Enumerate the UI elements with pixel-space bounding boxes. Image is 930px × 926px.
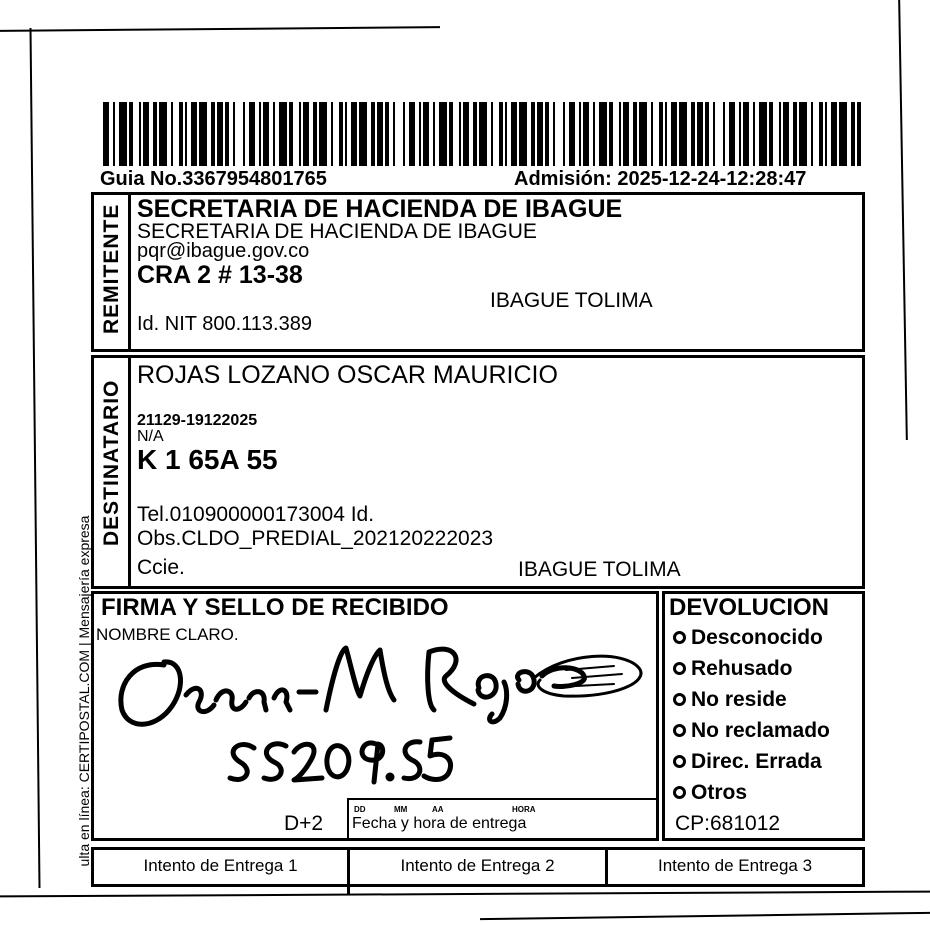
barcode-bar <box>279 102 287 166</box>
devolucion-options <box>673 622 830 808</box>
barcode-bar <box>479 102 487 166</box>
remitente-city: IBAGUE TOLIMA <box>490 289 653 312</box>
remitente-id: Id. NIT 800.113.389 <box>137 313 312 335</box>
barcode-bar <box>351 102 357 166</box>
barcode-bar <box>259 102 261 166</box>
barcode-bar <box>463 102 469 166</box>
radio-circle-icon <box>673 755 686 768</box>
barcode-bar <box>659 102 663 166</box>
barcode-bar <box>423 102 429 166</box>
barcode-bar <box>579 102 581 166</box>
fecha-label: Fecha y hora de entrega <box>352 815 527 832</box>
devolucion-cp: CP:681012 <box>675 812 781 835</box>
devolucion-option-desconocido[interactable]: Desconocido <box>673 622 830 653</box>
barcode-bar <box>599 102 607 166</box>
barcode-bar <box>831 102 837 166</box>
barcode-bar <box>531 102 535 166</box>
devolucion-option-rehusado[interactable]: Rehusado <box>673 653 830 684</box>
intento-3: Intento de Entrega 3 <box>657 856 813 875</box>
barcode-bar <box>753 102 755 166</box>
barcode-bar <box>289 102 293 166</box>
fecha-dd: DD <box>354 805 366 814</box>
barcode-bar <box>113 102 115 166</box>
scan-edge-top <box>0 26 440 32</box>
barcode-bar <box>639 102 647 166</box>
barcode-bar <box>403 102 405 166</box>
scan-edge-left <box>29 28 40 888</box>
barcode-bar <box>851 102 855 166</box>
nombre-claro-label: NOMBRE CLARO. <box>96 625 239 644</box>
remitente-divider <box>128 192 131 352</box>
barcode-bar <box>345 102 347 166</box>
barcode-bar <box>691 102 695 166</box>
barcode-bar <box>171 102 173 166</box>
devolucion-option-otros[interactable]: Otros <box>673 777 830 808</box>
remitente-email: pqr@ibague.gov.co <box>137 240 310 262</box>
barcode-bar <box>217 102 223 166</box>
barcode-bar <box>651 102 653 166</box>
intento-2: Intento de Entrega 2 <box>400 856 555 875</box>
barcode-bar <box>299 102 301 166</box>
barcode-bar <box>199 102 207 166</box>
barcode-bar <box>129 102 133 166</box>
barcode-bar <box>491 102 493 166</box>
barcode-bar <box>537 102 543 166</box>
barcode-bar <box>679 102 687 166</box>
barcode <box>103 102 863 168</box>
barcode-bar <box>505 102 507 166</box>
barcode-bar <box>623 102 629 166</box>
devolucion-option-no-reside[interactable]: No reside <box>673 684 830 715</box>
destinatario-divider <box>128 355 131 589</box>
barcode-bar <box>769 102 773 166</box>
barcode-bar <box>793 102 797 166</box>
barcode-bar <box>459 102 461 166</box>
barcode-bar <box>511 102 517 166</box>
barcode-bar <box>825 102 827 166</box>
barcode-bar <box>191 102 197 166</box>
barcode-bar <box>609 102 613 166</box>
barcode-bar <box>377 102 383 166</box>
barcode-bar <box>185 102 187 166</box>
fecha-hora: HORA <box>512 805 536 814</box>
barcode-bar <box>225 102 229 166</box>
barcode-bar <box>723 102 725 166</box>
destinatario-name: ROJAS LOZANO OSCAR MAURICIO <box>137 361 558 389</box>
radio-circle-icon <box>673 662 686 675</box>
radio-circle-icon <box>673 693 686 706</box>
barcode-bar <box>331 102 333 166</box>
scan-edge-bottom <box>0 891 930 898</box>
barcode-bar <box>545 102 549 166</box>
barcode-bar <box>713 102 715 166</box>
barcode-bar <box>779 102 781 166</box>
barcode-bar <box>433 102 435 166</box>
intento-1: Intento de Entrega 1 <box>143 856 298 875</box>
destinatario-ccie: Ccie. <box>137 556 185 579</box>
firma-title: FIRMA Y SELLO DE RECIBIDO <box>101 594 449 621</box>
barcode-bar <box>243 102 245 166</box>
barcode-bar <box>811 102 813 166</box>
signature-image <box>94 620 654 790</box>
barcode-bar <box>759 102 767 166</box>
barcode-bar <box>153 102 157 166</box>
barcode-bar <box>519 102 527 166</box>
barcode-bar <box>313 102 317 166</box>
fecha-aa: AA <box>432 805 444 814</box>
barcode-bar <box>263 102 269 166</box>
remitente-label: REMITENTE <box>100 203 123 334</box>
barcode-bar <box>393 102 395 166</box>
guia-number: Guia No.3367954801765 <box>100 168 327 190</box>
barcode-bar <box>233 102 235 166</box>
scan-edge-right <box>898 0 908 440</box>
barcode-bar <box>385 102 389 166</box>
barcode-bar <box>783 102 789 166</box>
barcode-bar <box>665 102 667 166</box>
barcode-bar <box>449 102 453 166</box>
barcode-bar <box>473 102 477 166</box>
barcode-bar <box>409 102 415 166</box>
devolucion-title: DEVOLUCION <box>669 594 830 621</box>
scan-edge-bottom-right <box>480 912 930 920</box>
barcode-bar <box>139 102 141 166</box>
barcode-bar <box>179 102 183 166</box>
barcode-bar <box>583 102 589 166</box>
barcode-bar <box>103 102 109 166</box>
barcode-bar <box>729 102 735 166</box>
barcode-bar <box>371 102 375 166</box>
destinatario-city: IBAGUE TOLIMA <box>518 558 681 581</box>
barcode-bar <box>439 102 447 166</box>
barcode-bar <box>249 102 255 166</box>
devolucion-option-no-reclamado[interactable]: No reclamado <box>673 715 830 746</box>
destinatario-obs: Obs.CLDO_PREDIAL_202120222023 <box>137 527 494 550</box>
radio-circle-icon <box>673 724 686 737</box>
barcode-bar <box>593 102 595 166</box>
destinatario-tel: Tel.010900000173004 Id. <box>137 503 375 526</box>
remitente-name: SECRETARIA DE HACIENDA DE IBAGUE <box>137 195 623 223</box>
barcode-bar <box>499 102 503 166</box>
barcode-bar <box>739 102 741 166</box>
destinatario-label: DESTINATARIO <box>100 379 123 546</box>
barcode-bar <box>819 102 823 166</box>
barcode-bar <box>339 102 343 166</box>
fecha-mm: MM <box>394 805 408 814</box>
barcode-bar <box>319 102 327 166</box>
radio-circle-icon <box>673 631 686 644</box>
barcode-bar <box>303 102 309 166</box>
barcode-bar <box>273 102 275 166</box>
destinatario-address: K 1 65A 55 <box>137 444 278 475</box>
barcode-bar <box>553 102 555 166</box>
barcode-bar <box>211 102 215 166</box>
barcode-bar <box>799 102 807 166</box>
remitente-address: CRA 2 # 13-38 <box>137 261 303 289</box>
barcode-bar <box>697 102 703 166</box>
barcode-bar <box>563 102 565 166</box>
remitente-name-2: SECRETARIA DE HACIENDA DE IBAGUE <box>137 220 537 243</box>
destinatario-code: 21129-19122025 <box>137 412 258 429</box>
barcode-bar <box>619 102 621 166</box>
barcode-bar <box>633 102 637 166</box>
barcode-bar <box>671 102 677 166</box>
devolucion-option-direc-errada[interactable]: Direc. Errada <box>673 746 830 777</box>
barcode-bar <box>419 102 421 166</box>
barcode-bar <box>569 102 575 166</box>
barcode-bar <box>119 102 127 166</box>
barcode-bar <box>359 102 367 166</box>
side-text: ulta en línea: CERTIPOSTAL.COM | Mensajería expresa <box>76 515 92 867</box>
radio-circle-icon <box>673 786 686 799</box>
barcode-bar <box>839 102 847 166</box>
delivery-days: D+2 <box>284 812 324 835</box>
barcode-bar <box>159 102 167 166</box>
admision-datetime: Admisión: 2025-12-24-12:28:47 <box>514 168 807 190</box>
barcode-bar <box>743 102 749 166</box>
barcode-bar <box>143 102 149 166</box>
barcode-bar <box>705 102 709 166</box>
destinatario-na: N/A <box>137 428 164 445</box>
barcode-bar <box>857 102 861 166</box>
